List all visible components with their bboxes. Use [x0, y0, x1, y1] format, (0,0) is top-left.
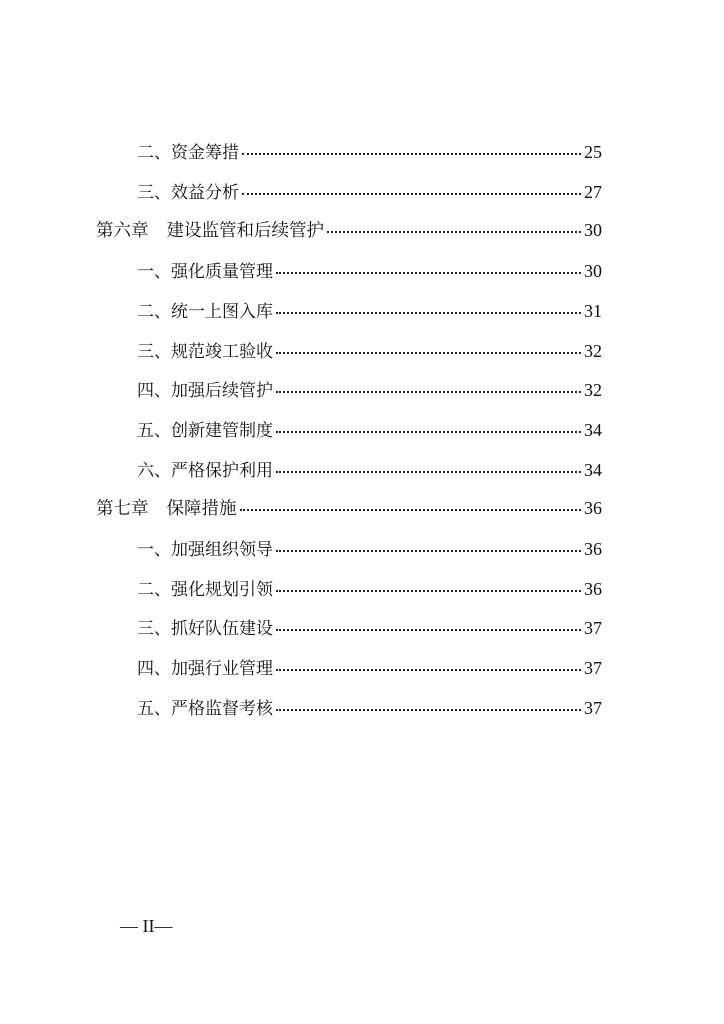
toc-entry[interactable]	[137, 337, 602, 362]
page-footer-number: — II—	[120, 916, 173, 936]
dot-leader	[327, 231, 581, 233]
dot-leader	[276, 550, 581, 552]
toc-entry-title: 强化规划引领	[171, 580, 273, 600]
toc-entry-page: 37	[584, 698, 602, 718]
dot-leader	[276, 352, 581, 354]
toc-entry-title: 加强后续管护	[171, 381, 273, 401]
toc-entry-number: 二、	[137, 580, 171, 600]
toc-chapter-title: 建设监管和后续管护	[166, 221, 324, 241]
dot-leader	[276, 709, 581, 711]
toc-entry[interactable]	[137, 456, 602, 481]
dot-leader	[276, 590, 581, 592]
toc-entry-number: 三、	[137, 619, 171, 639]
toc-entry-page: 37	[584, 658, 602, 678]
toc-chapter-entry[interactable]	[96, 217, 602, 242]
toc-entry[interactable]	[137, 535, 602, 560]
toc-entry-title: 严格保护利用	[171, 461, 273, 481]
toc-entry-title: 强化质量管理	[171, 262, 273, 282]
toc-entry-number: 二、	[137, 302, 171, 322]
toc-entry-title: 规范竣工验收	[171, 342, 273, 362]
dot-leader	[242, 193, 581, 195]
toc-entry-number: 二、	[137, 143, 171, 163]
toc-entry[interactable]	[137, 178, 602, 203]
toc-entry[interactable]	[137, 614, 602, 639]
dot-leader	[242, 153, 581, 155]
toc-entry-title: 严格监督考核	[171, 699, 273, 719]
toc-entry-number: 四、	[137, 659, 171, 679]
toc-entry-title: 统一上图入库	[171, 302, 273, 322]
toc-entry[interactable]	[137, 416, 602, 441]
toc-entry-number: 五、	[137, 421, 171, 441]
toc-entry-page: 36	[584, 498, 602, 518]
toc-entry-title: 效益分析	[171, 183, 239, 203]
toc-chapter-entry[interactable]	[96, 495, 602, 520]
toc-entry-title: 加强组织领导	[171, 540, 273, 560]
toc-entry-page: 27	[584, 182, 602, 202]
toc-entry-page: 36	[584, 539, 602, 559]
dot-leader	[276, 431, 581, 433]
toc-chapter-number: 第七章	[96, 499, 149, 519]
toc-entry-page: 32	[584, 380, 602, 400]
toc-entry-title: 加强行业管理	[171, 659, 273, 679]
dot-leader	[276, 471, 581, 473]
dot-leader	[276, 629, 581, 631]
toc-entry-number: 六、	[137, 461, 171, 481]
toc-chapter-title: 保障措施	[166, 499, 237, 519]
dot-leader	[276, 272, 581, 274]
toc-entry-title: 资金筹措	[171, 143, 239, 163]
toc-entry-page: 31	[584, 301, 602, 321]
toc-entry-number: 四、	[137, 381, 171, 401]
toc-entry-number: 一、	[137, 262, 171, 282]
toc-entry-number: 三、	[137, 183, 171, 203]
toc-entry-number: 五、	[137, 699, 171, 719]
toc-entry[interactable]	[137, 376, 602, 401]
toc-entry-page: 34	[584, 460, 602, 480]
dot-leader	[276, 391, 581, 393]
toc-entry-number: 三、	[137, 342, 171, 362]
dot-leader	[276, 669, 581, 671]
toc-entry[interactable]	[137, 297, 602, 322]
toc-entry[interactable]	[137, 575, 602, 600]
toc-entry-page: 25	[584, 142, 602, 162]
toc-entry-page: 30	[584, 261, 602, 281]
toc-entry[interactable]	[137, 138, 602, 163]
toc-chapter-number: 第六章	[96, 221, 149, 241]
toc-entry[interactable]	[137, 654, 602, 679]
toc-entry-number: 一、	[137, 540, 171, 560]
toc-entry[interactable]	[137, 694, 602, 719]
toc-entry-page: 37	[584, 618, 602, 638]
toc-entry-page: 30	[584, 220, 602, 240]
toc-entry-page: 32	[584, 341, 602, 361]
toc-entry-page: 36	[584, 579, 602, 599]
toc-entry[interactable]	[137, 257, 602, 282]
toc-entry-title: 创新建管制度	[171, 421, 273, 441]
dot-leader	[240, 509, 582, 511]
dot-leader	[276, 312, 581, 314]
toc-entry-title: 抓好队伍建设	[171, 619, 273, 639]
toc-entry-page: 34	[584, 420, 602, 440]
